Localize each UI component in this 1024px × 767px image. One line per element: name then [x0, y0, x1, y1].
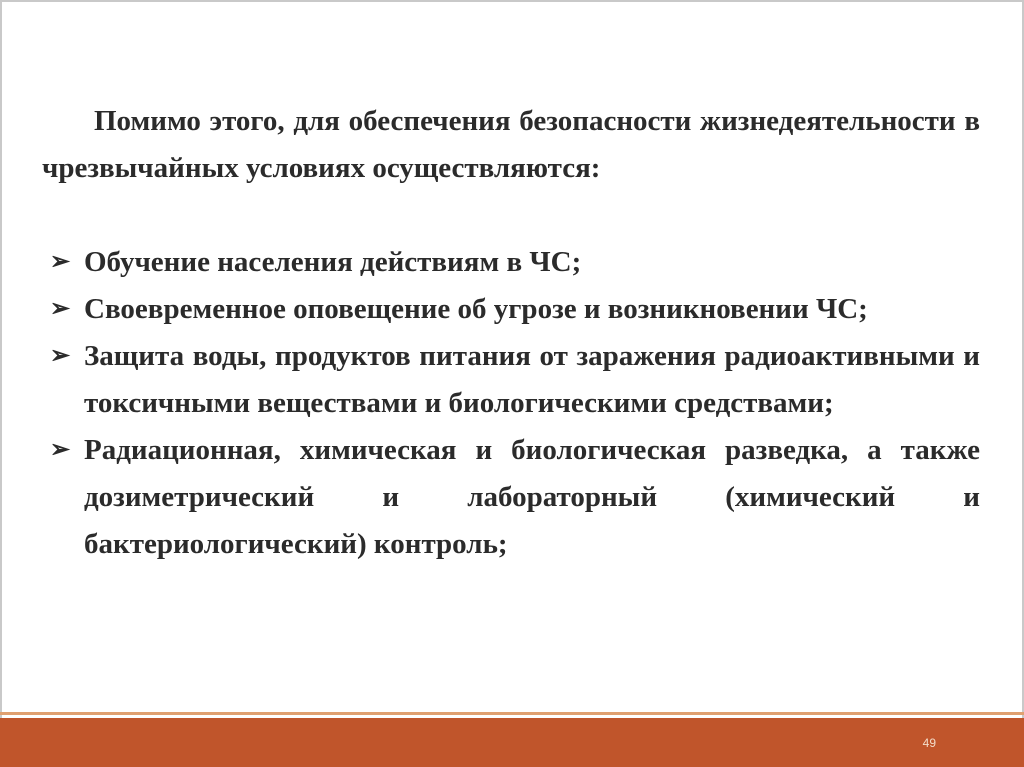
footer-accent-line: [0, 712, 1024, 715]
list-item-text: Своевременное оповещение об угрозе и возникновении ЧС;: [84, 293, 868, 325]
footer-bar: [0, 718, 1024, 767]
list-item-text: Защита воды, продуктов питания от заражения радиоактивными и токсичными веществами и биологическими средствами;: [84, 340, 980, 419]
page-number: 49: [922, 736, 936, 750]
list-item-text: Обучение населения действиям в ЧС;: [84, 246, 582, 278]
arrowhead-bullet-icon: ➢: [50, 437, 71, 463]
list-item: [42, 333, 980, 427]
list-item: [42, 427, 980, 568]
arrowhead-bullet-icon: ➢: [50, 343, 71, 369]
list-item: [42, 286, 980, 333]
arrowhead-bullet-icon: ➢: [50, 296, 71, 322]
list-item: [42, 239, 980, 286]
slide-content: [42, 98, 980, 568]
intro-paragraph: Помимо этого, для обеспечения безопасности жизнедеятельности в чрезвычайных условиях осуществляются:: [42, 105, 980, 184]
bullet-list: [42, 239, 980, 568]
list-item-text: Радиационная, химическая и биологическая разведка, а также дозиметрический и лабораторный (химический и бактериологический) контроль;: [84, 434, 980, 560]
arrowhead-bullet-icon: ➢: [50, 249, 71, 275]
